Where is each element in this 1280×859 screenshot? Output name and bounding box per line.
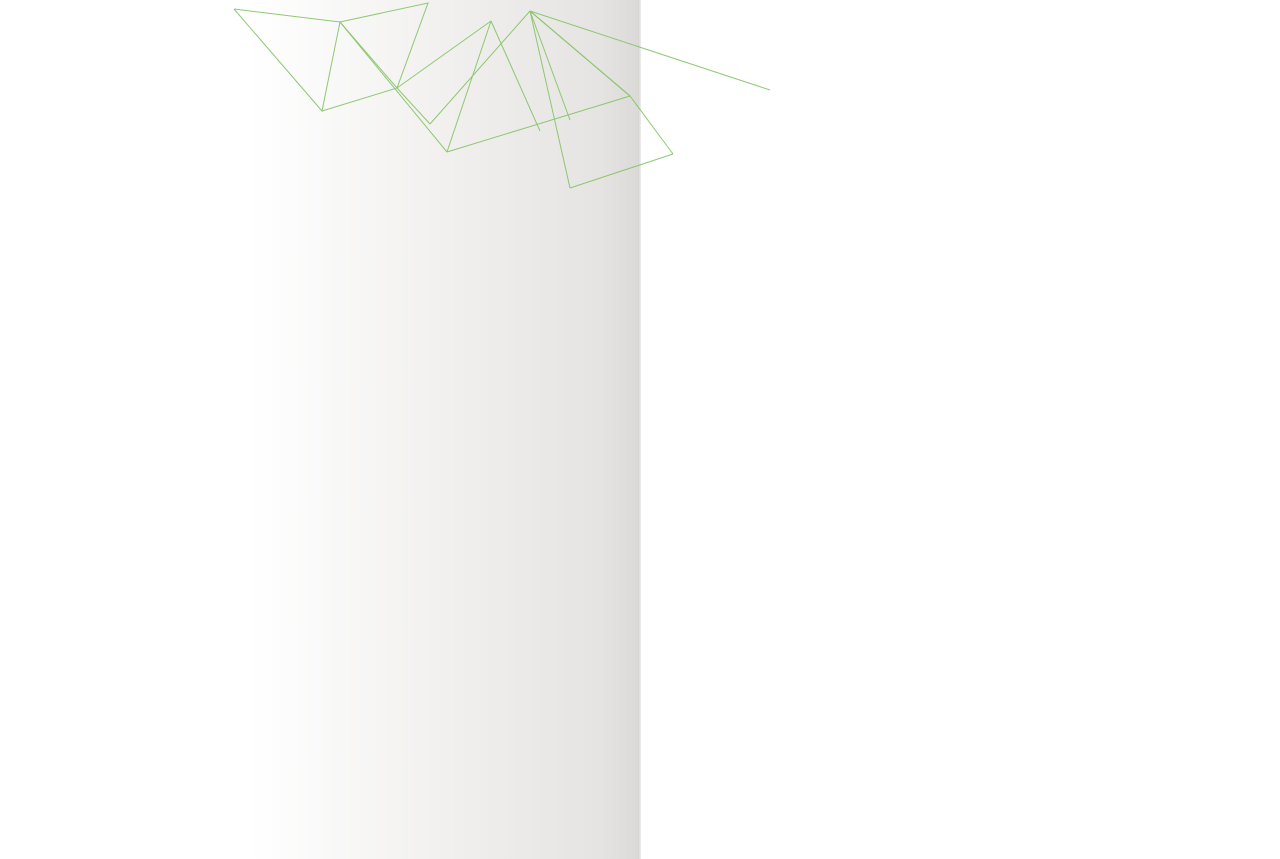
right-page [641, 0, 1280, 859]
